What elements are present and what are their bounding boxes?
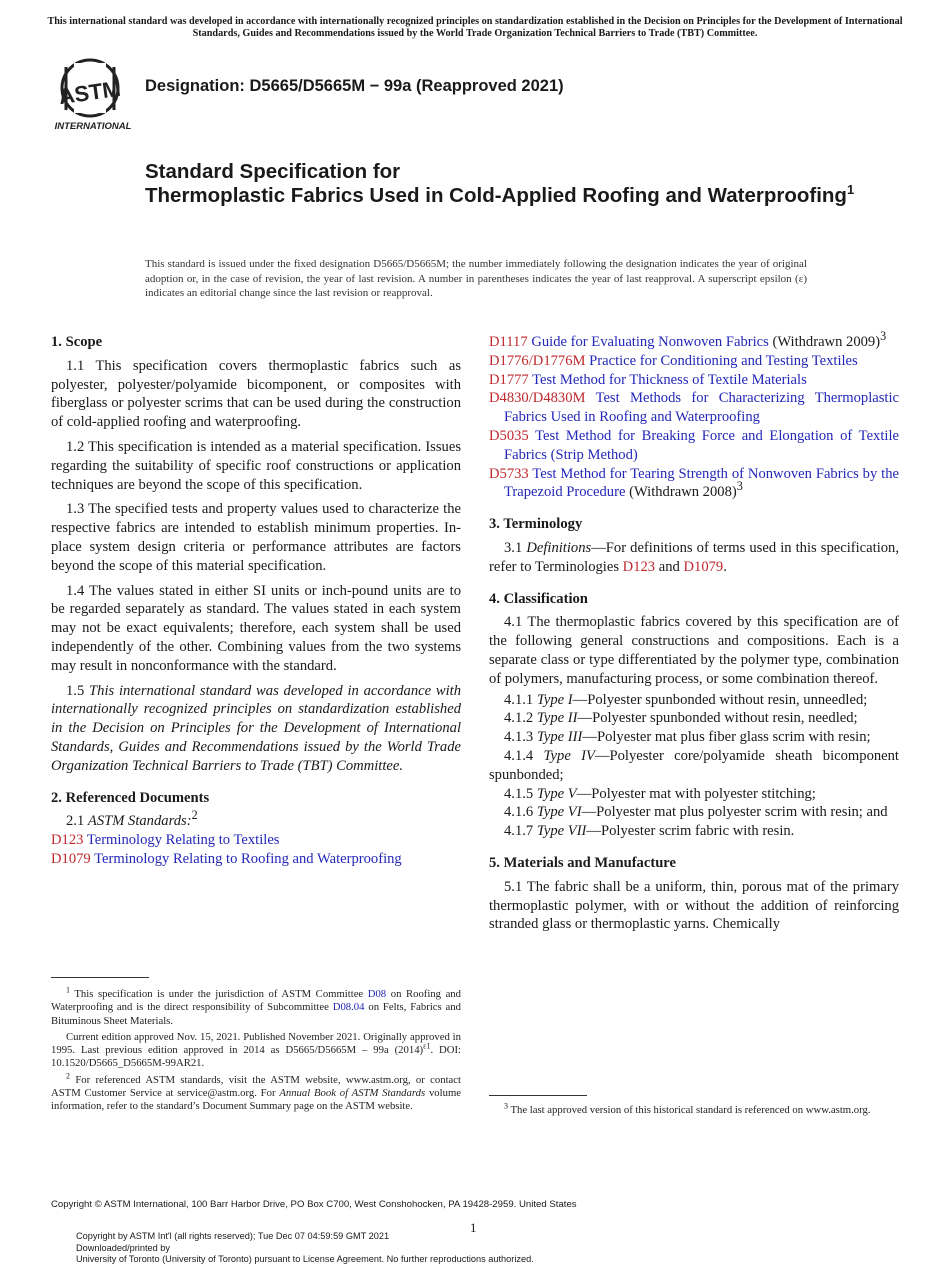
type-item: 4.1.2 Type II—Polyester spunbonded without resin, needled; bbox=[504, 710, 858, 727]
footnotes-left bbox=[51, 985, 462, 1117]
footnote-divider bbox=[51, 977, 149, 978]
standard-note: This standard is issued under the fixed designation D5665/D5665M; the number immediately following the designation indicates the year of original adoption or, in the case of revision, the year of last revision. A number in parentheses indicates the year of last reapproval. A superscript epsilon (ε) indicates an editorial change since the last revision or reapproval. bbox=[145, 258, 807, 299]
section-heading-materials: 5. Materials and Manufacture bbox=[489, 854, 676, 871]
right-column bbox=[489, 329, 900, 940]
footnote-2: $^2$ For referenced ASTM standards, visit the ASTM website, www.astm.org, or contact ASTM Customer Service at service@astm.org. For Annual Book of ASTM Standards volume information, refer to the standard’s Document Summary page on the ASTM website. bbox=[51, 1071, 461, 1113]
page-number: 1 bbox=[470, 1220, 477, 1235]
link-d0804[interactable]: D08.04 bbox=[332, 1001, 365, 1014]
footnote-divider-right bbox=[489, 1095, 587, 1096]
download-notice bbox=[76, 1231, 534, 1266]
footnote-1: $^1$ This specification is under the jurisdiction of ASTM Committee D08 on Roofing and Waterproofing and is the direct responsibility of Subcommittee D08.04 on Felts, Fabrics and Bituminous Sheet Materials. bbox=[51, 985, 461, 1027]
type-item: 4.1.4 Type IV—Polyester core/polyamide sheath bicomponent spunbonded; bbox=[489, 747, 899, 783]
reference-item[interactable]: D4830/D4830M Test Methods for Characterizing Thermoplastic Fabrics Used in Roofing and Waterproofing bbox=[489, 390, 900, 426]
link-d1079[interactable]: D1079 bbox=[683, 558, 724, 575]
download-line-3: University of Toronto (University of Toronto) pursuant to License Agreement. No further reproductions authorized. bbox=[76, 1254, 534, 1264]
title-footnote-mark: 1 bbox=[846, 182, 855, 198]
paragraph-1-3: 1.3 The specified tests and property values used to characterize the respective fabrics are intended to establish minimum properties. In-place system design criteria or performance attributes are factors beyond the scope of this material specification. bbox=[51, 501, 461, 574]
header-notice: This international standard was developed in accordance with internationally recognized principles on standardization established in the Decision on Principles for the Development of International Standards, Guides and Recommendations issued by the World Trade Organization Technical Barriers to Trade (TBT) Committee. bbox=[47, 16, 903, 39]
title-line-2: Thermoplastic Fabrics Used in Cold-Applied Roofing and Waterproofing$^1$ bbox=[145, 182, 855, 207]
type-item: 4.1.6 Type VI—Polyester mat plus polyester scrim with resin; and bbox=[504, 804, 888, 821]
left-column bbox=[51, 333, 461, 869]
logo-subtext: INTERNATIONAL bbox=[54, 121, 132, 132]
title-line-1: Standard Specification for bbox=[145, 160, 401, 183]
paragraph-1-5: 1.5 This international standard was developed in accordance with internationally recognized principles on standardization established in the Decision on Principles for the Development of International Standards, Guides and Recommendations issued by the World Trade Organization Technical Barriers to Trade (TBT) Committee. bbox=[51, 682, 462, 774]
section-heading-classification: 4. Classification bbox=[489, 590, 588, 607]
reference-item[interactable]: D123 Terminology Relating to Textiles bbox=[51, 832, 280, 849]
download-line-2: Downloaded/printed by bbox=[76, 1242, 170, 1253]
type-item: 4.1.3 Type III—Polyester mat plus fiber glass scrim with resin; bbox=[504, 729, 871, 746]
document-title bbox=[145, 160, 865, 208]
reference-item[interactable]: D5035 Test Method for Breaking Force and Elongation of Textile Fabrics (Strip Method) bbox=[489, 427, 899, 463]
section-heading-scope: 1. Scope bbox=[51, 334, 103, 350]
reference-item[interactable]: D1777 Test Method for Thickness of Textile Materials bbox=[489, 371, 807, 388]
link-d123[interactable]: D123 bbox=[622, 558, 656, 575]
section-heading-referenced-documents: 2. Referenced Documents bbox=[51, 789, 210, 806]
link-d08[interactable]: D08 bbox=[367, 988, 387, 1000]
download-line-1: Copyright by ASTM Int'l (all rights reserved); Tue Dec 07 04:59:59 GMT 2021 bbox=[76, 1231, 390, 1241]
reference-item[interactable]: D5733 Test Method for Tearing Strength of Nonwoven Fabrics by the Trapezoid Procedure (Withdrawn 2008)$^3$ bbox=[489, 465, 899, 501]
reference-item[interactable]: D1776/D1776M Practice for Conditioning and Testing Textiles bbox=[489, 352, 858, 369]
type-item: 4.1.1 Type I—Polyester spunbonded without resin, unneedled; bbox=[504, 691, 868, 708]
footnotes-right bbox=[489, 1101, 899, 1120]
copyright-line: Copyright © ASTM International, 100 Barr Harbor Drive, PO Box C700, West Conshohocken, PA 19428-2959. United States bbox=[51, 1199, 577, 1210]
astm-logo bbox=[52, 55, 136, 133]
paragraph-1-2: 1.2 This specification is intended as a material specification. Issues regarding the suitability of specific roof constructions or application techniques are beyond the scope of this specification. bbox=[51, 438, 461, 493]
astm-standards-label: 2.1 ASTM Standards:$^2$ bbox=[66, 808, 198, 830]
footnote-3: $^3$ The last approved version of this historical standard is referenced on www.astm.org. bbox=[504, 1101, 871, 1116]
type-item: 4.1.5 Type V—Polyester mat with polyester stitching; bbox=[504, 785, 816, 802]
reference-item[interactable]: D1079 Terminology Relating to Roofing and Waterproofing bbox=[51, 850, 402, 867]
designation: Designation: D5665/D5665M − 99a (Reapproved 2021) bbox=[145, 77, 564, 95]
footnote-1-edition: Current edition approved Nov. 15, 2021. Published November 2021. Originally approved in 1995. Last previous edition approved in 2014 as D5665/D5665M – 99a $(2014)^{\varepsilon 1}$. DOI: 10.1520/D5665_D5665M-99AR21. bbox=[51, 1030, 462, 1070]
logo-letters: ASTM bbox=[57, 75, 123, 110]
paragraph-4-1: 4.1 The thermoplastic fabrics covered by this specification are of the following general constructions and compositions. Each is a separate class or type differentiated by the polymer type, combination of polymers, manufacturing process, or some combination thereof. bbox=[489, 614, 899, 687]
paragraph-5-1: 5.1 The fabric shall be a uniform, thin, porous mat of the primary thermoplastic polymer, with or without the addition of reinforcing stranded glass or thermoplastic yarns. Chemically bbox=[489, 878, 899, 933]
type-item: 4.1.7 Type VII—Polyester scrim fabric with resin. bbox=[504, 823, 795, 840]
paragraph-1-4: 1.4 The values stated in either SI units or inch-pound units are to be regarded separately as standard. The values stated in each system may not be exact equivalents; therefore, each system shall be used independently of the other. Combining values from the two systems may result in nonconformance with the standard. bbox=[51, 582, 461, 674]
paragraph-3-1: 3.1 Definitions—For definitions of terms used in this specification, refer to Terminologies D123 and D1079. bbox=[489, 539, 899, 575]
reference-item[interactable]: D1117 Guide for Evaluating Nonwoven Fabrics (Withdrawn 2009)$^3$ bbox=[489, 329, 887, 350]
paragraph-1-1: 1.1 This specification covers thermoplastic fabrics such as polyester, polyester/polyamide bicomponent, or composites with fiberglass or polyester scrims that can be used during the construction of cold-applied roofing and waterproofing. bbox=[51, 357, 461, 431]
section-heading-terminology: 3. Terminology bbox=[489, 516, 583, 533]
